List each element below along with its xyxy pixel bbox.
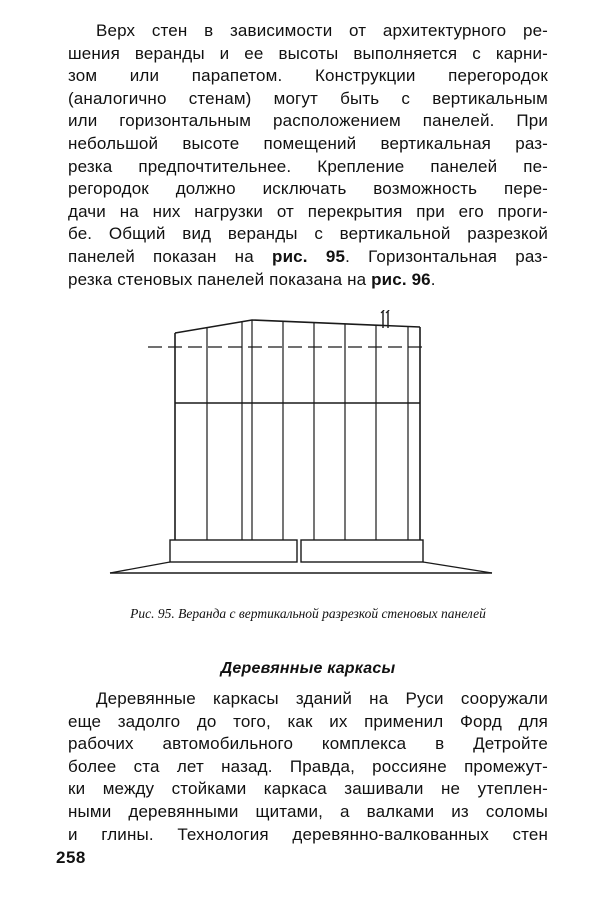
veranda-elevation-drawing [100, 310, 510, 590]
figure-drawing [100, 310, 510, 590]
section-heading: Деревянные каркасы [220, 660, 396, 677]
foundation-block-right [301, 540, 423, 562]
paragraph-bottom: Деревянные каркасы зданий на Руси сооружали еще задолго до того, как их применил Форд для рабочих автомобильного комплекса в Детройте более ста лет назад. Правда, россияне промежут- ки между стойками каркаса зашивали не утеплен- ными деревянными щитами, а валками из соломы и глины. Технология деревянно-валкованных стен [68, 689, 548, 844]
page-number: 258 [56, 848, 86, 867]
figure-caption: Рис. 95. Веранда с вертикальной разрезкой стеновых панелей [130, 606, 486, 621]
paragraph-top: Верх стен в зависимости от архитектурного ре- шения веранды и ее высоты выполняется с карни- зом или парапетом. Конструкции перегородок (аналогично стенам) могут быть с вертикальным или горизонтальным расположением панелей. При небольшой высоте помещений вертикальная раз- резка предпочтительнее. Крепление панелей пе- регородок должно исключать возможность пере- дачи на них нагрузки от перекрытия при его проги- бе. Общий вид веранды с вертикальной разрезкой панелей показан на рис. 95. Горизонтальная раз- резка стеновых панелей показана на рис. 96. [68, 21, 549, 289]
foundation-block-left [170, 540, 297, 562]
